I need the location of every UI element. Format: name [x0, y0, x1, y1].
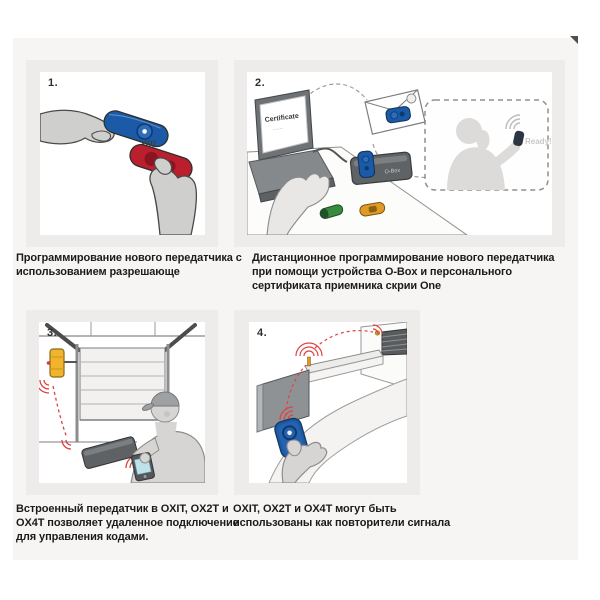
installer-neck [155, 422, 177, 436]
envelope [365, 90, 425, 134]
panel-1-number: 1. [48, 77, 59, 89]
panel-3-illustration [39, 322, 205, 483]
panel-4 [234, 310, 420, 495]
panel-4-number: 4. [257, 327, 268, 339]
installer-hand [140, 453, 150, 463]
panel-2-number: 2. [255, 77, 266, 89]
panel-2 [234, 60, 565, 247]
panel-4-caption: OXIT, OX2T и OX4T могут быть использованы как повторители сигнала [233, 503, 451, 529]
panel-2-caption: Дистанционное программирование нового передатчика при помощи устройства O-Box и персонального сертификата приемника скрии One [252, 252, 555, 292]
ready-label: Ready! [525, 137, 552, 146]
obox-programming-scene [247, 72, 552, 235]
obox-label: O-Box [384, 167, 401, 176]
wall-end-cap [257, 384, 263, 432]
panel-1-caption: Программирование нового передатчика с использованием разрешающе [16, 252, 242, 278]
panel-1 [26, 60, 218, 247]
certificate-dots: ...... [272, 124, 284, 132]
corner-fold-mark [570, 36, 578, 44]
right-arm [150, 168, 196, 235]
panel-3 [26, 310, 218, 495]
signal-repeater-scene [249, 322, 407, 483]
content-card [13, 38, 578, 560]
panel-1-illustration [40, 72, 205, 235]
panel-2-illustration [247, 72, 552, 235]
wall-repeater-antenna [308, 357, 311, 366]
blue-transmitter [101, 108, 171, 149]
panel-3-number: 3. [47, 327, 58, 339]
ear [164, 411, 170, 417]
panel-3-caption: Встроенный передатчик в OXIT, OX2T и OX4T позволяет удаленное подключение для управления кодами. [16, 503, 239, 543]
two-transmitters-scene [40, 72, 205, 235]
flasher-lamp [47, 349, 64, 377]
obox-on-floor [81, 436, 138, 469]
dashed-link-laptop-envelope [305, 84, 367, 100]
obox-device [349, 147, 412, 185]
certificate-title: Certificate [264, 112, 300, 124]
panel-4-illustration [249, 322, 407, 483]
garage-programming-scene [39, 322, 205, 483]
